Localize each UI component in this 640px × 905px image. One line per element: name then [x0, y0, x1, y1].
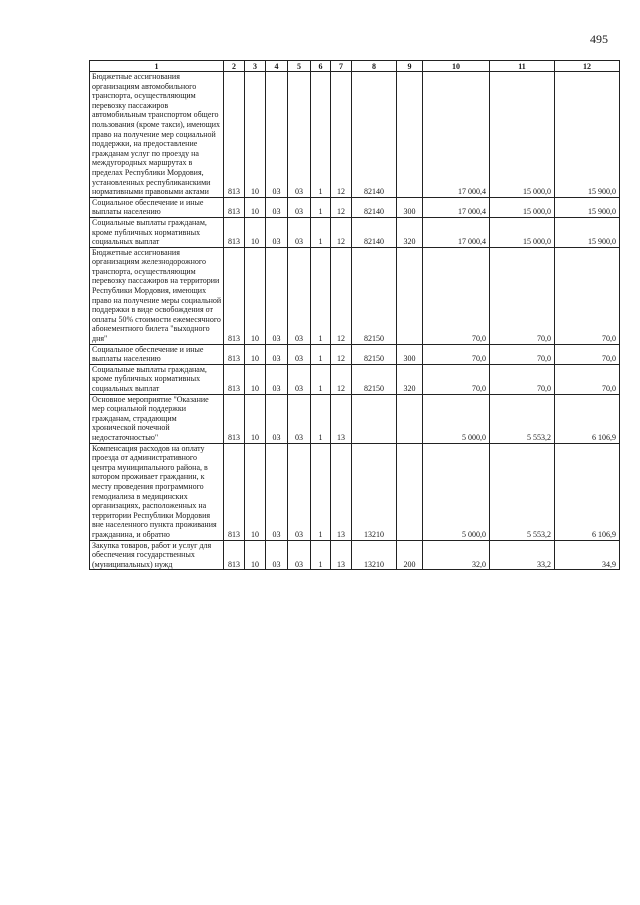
cell-code [397, 247, 423, 344]
row-description: Социальные выплаты гражданам, кроме публичных нормативных социальных выплат [90, 364, 224, 394]
cell-code: 82150 [352, 247, 397, 344]
cell-code: 320 [397, 217, 423, 247]
cell-code: 13210 [352, 443, 397, 540]
col-header: 10 [423, 61, 490, 72]
cell-code: 03 [266, 394, 288, 443]
cell-code: 1 [311, 247, 331, 344]
table-row [90, 344, 620, 364]
cell-code: 03 [266, 344, 288, 364]
row-description: Основное мероприятие "Оказание мер социальной поддержки гражданам, страдающим хронической почечной недостаточностью" [90, 394, 224, 443]
cell-code: 813 [224, 394, 245, 443]
col-header: 6 [311, 61, 331, 72]
cell-code: 03 [288, 443, 311, 540]
cell-amount: 70,0 [423, 344, 490, 364]
col-header: 12 [555, 61, 620, 72]
col-header: 11 [490, 61, 555, 72]
cell-amount: 15 900,0 [555, 217, 620, 247]
row-description: Социальное обеспечение и иные выплаты населению [90, 344, 224, 364]
cell-code: 10 [245, 364, 266, 394]
col-header: 5 [288, 61, 311, 72]
cell-code: 12 [331, 247, 352, 344]
cell-amount: 6 106,9 [555, 443, 620, 540]
cell-code: 200 [397, 540, 423, 570]
cell-amount: 33,2 [490, 540, 555, 570]
cell-code: 1 [311, 394, 331, 443]
cell-amount: 5 000,0 [423, 394, 490, 443]
cell-code: 82140 [352, 197, 397, 217]
cell-code: 813 [224, 344, 245, 364]
cell-amount: 17 000,4 [423, 72, 490, 198]
cell-code: 03 [266, 540, 288, 570]
cell-code: 10 [245, 217, 266, 247]
cell-code: 10 [245, 540, 266, 570]
cell-code: 12 [331, 217, 352, 247]
cell-amount: 6 106,9 [555, 394, 620, 443]
cell-code: 03 [288, 72, 311, 198]
cell-code: 12 [331, 197, 352, 217]
cell-code [397, 394, 423, 443]
cell-code: 1 [311, 197, 331, 217]
cell-amount: 15 900,0 [555, 197, 620, 217]
row-description: Закупка товаров, работ и услуг для обеспечения государственных (муниципальных) нужд [90, 540, 224, 570]
cell-code: 03 [266, 197, 288, 217]
header-row [90, 61, 620, 72]
cell-code: 13210 [352, 540, 397, 570]
cell-code: 10 [245, 72, 266, 198]
cell-code: 82140 [352, 217, 397, 247]
table-row [90, 217, 620, 247]
col-header: 9 [397, 61, 423, 72]
cell-code: 03 [288, 247, 311, 344]
row-description: Компенсация расходов на оплату проезда от административного центра муниципального района, в котором проживает гражданин, к месту проведения программного гемодиализа в медицинских организациях, расположенных на территории Республики Мордовия вне населенного пункта проживания гражданина, и обратно [90, 443, 224, 540]
cell-code: 03 [266, 443, 288, 540]
cell-code [397, 72, 423, 198]
cell-code: 03 [266, 364, 288, 394]
table-row [90, 540, 620, 570]
cell-code: 03 [266, 247, 288, 344]
cell-code: 03 [288, 394, 311, 443]
cell-amount: 15 000,0 [490, 72, 555, 198]
col-header: 4 [266, 61, 288, 72]
col-header: 2 [224, 61, 245, 72]
cell-amount: 70,0 [490, 247, 555, 344]
cell-code: 13 [331, 540, 352, 570]
cell-code: 12 [331, 344, 352, 364]
cell-code: 10 [245, 344, 266, 364]
table-row [90, 394, 620, 443]
cell-amount: 34,9 [555, 540, 620, 570]
cell-code: 813 [224, 443, 245, 540]
cell-code: 813 [224, 540, 245, 570]
budget-table [89, 60, 620, 570]
cell-amount: 17 000,4 [423, 217, 490, 247]
cell-amount: 70,0 [423, 364, 490, 394]
cell-code: 03 [288, 344, 311, 364]
cell-code: 10 [245, 443, 266, 540]
cell-code: 813 [224, 72, 245, 198]
cell-amount: 70,0 [555, 344, 620, 364]
col-header: 8 [352, 61, 397, 72]
col-header: 1 [90, 61, 224, 72]
cell-code: 03 [288, 540, 311, 570]
cell-amount: 17 000,4 [423, 197, 490, 217]
cell-code: 813 [224, 197, 245, 217]
cell-code: 13 [331, 394, 352, 443]
cell-code: 1 [311, 540, 331, 570]
cell-code: 10 [245, 394, 266, 443]
cell-amount: 70,0 [490, 364, 555, 394]
cell-code: 03 [288, 217, 311, 247]
cell-amount: 5 000,0 [423, 443, 490, 540]
cell-code: 300 [397, 197, 423, 217]
cell-amount: 15 900,0 [555, 72, 620, 198]
cell-code: 813 [224, 217, 245, 247]
cell-amount: 15 000,0 [490, 217, 555, 247]
cell-amount: 15 000,0 [490, 197, 555, 217]
cell-amount: 70,0 [555, 247, 620, 344]
col-header: 7 [331, 61, 352, 72]
cell-code: 82150 [352, 364, 397, 394]
cell-code: 12 [331, 72, 352, 198]
row-description: Бюджетные ассигнования организациям автомобильного транспорта, осуществляющим перевозку пассажиров автомобильным транспортом общего пользования (кроме такси), имеющих право на получение мер социальной поддержки, на предоставление гражданам услуг по проезду на междугородных маршрутах в пределах Республики Мордовия, установленных республиканскими нормативными правовыми актами [90, 72, 224, 198]
cell-code: 03 [266, 217, 288, 247]
cell-code: 03 [266, 72, 288, 198]
cell-code: 1 [311, 344, 331, 364]
cell-code: 300 [397, 344, 423, 364]
row-description: Социальное обеспечение и иные выплаты населению [90, 197, 224, 217]
row-description: Социальные выплаты гражданам, кроме публичных нормативных социальных выплат [90, 217, 224, 247]
table-row [90, 364, 620, 394]
table-row [90, 443, 620, 540]
cell-code: 10 [245, 247, 266, 344]
table-row [90, 247, 620, 344]
cell-code: 82140 [352, 72, 397, 198]
cell-amount: 32,0 [423, 540, 490, 570]
cell-code: 12 [331, 364, 352, 394]
table-row [90, 72, 620, 198]
cell-code: 82150 [352, 344, 397, 364]
cell-amount: 70,0 [490, 344, 555, 364]
cell-code: 1 [311, 364, 331, 394]
cell-code: 320 [397, 364, 423, 394]
cell-code: 10 [245, 197, 266, 217]
cell-code: 1 [311, 217, 331, 247]
cell-code [352, 394, 397, 443]
col-header: 3 [245, 61, 266, 72]
cell-code: 813 [224, 364, 245, 394]
cell-code: 1 [311, 443, 331, 540]
cell-code: 1 [311, 72, 331, 198]
table-row [90, 197, 620, 217]
cell-code: 03 [288, 364, 311, 394]
cell-code: 813 [224, 247, 245, 344]
cell-code: 03 [288, 197, 311, 217]
cell-amount: 5 553,2 [490, 443, 555, 540]
cell-amount: 5 553,2 [490, 394, 555, 443]
cell-amount: 70,0 [555, 364, 620, 394]
cell-amount: 70,0 [423, 247, 490, 344]
cell-code: 13 [331, 443, 352, 540]
page-number: 495 [590, 32, 608, 46]
row-description: Бюджетные ассигнования организациям железнодорожного транспорта, осуществляющим перевозку пассажиров на территории Республики Мордовия, имеющих право на получение меры социальной поддержки в виде освобождения от оплаты 50% стоимости ежемесячного абонементного билета "выходного дня" [90, 247, 224, 344]
cell-code [397, 443, 423, 540]
